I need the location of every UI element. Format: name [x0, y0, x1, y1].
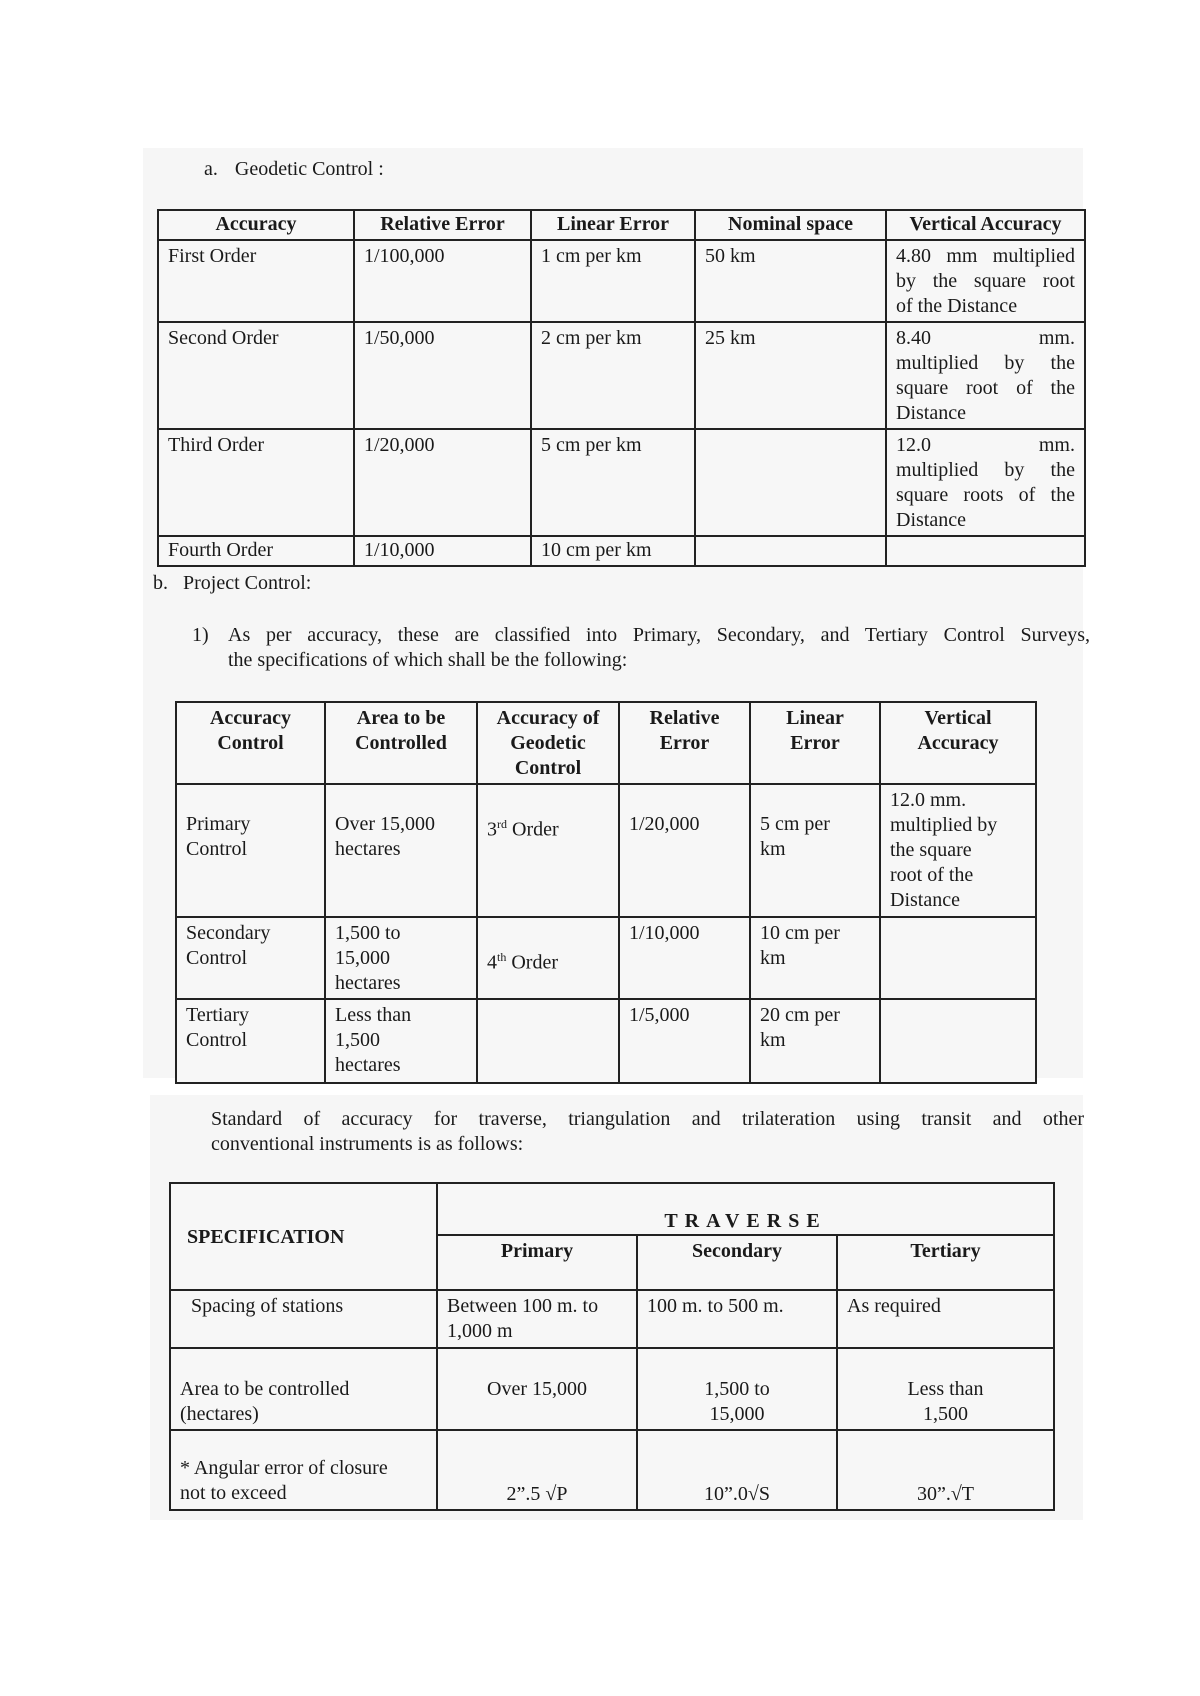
- table-cell: 1 cm per km: [531, 240, 695, 322]
- cell-line: multiplied by: [890, 814, 998, 836]
- project-control-table: [175, 701, 1037, 1084]
- cell-line: 20 cm per: [760, 1004, 840, 1026]
- table-cell: [437, 1348, 637, 1430]
- cell-line: Control: [186, 838, 248, 860]
- section-b-title: Project Control:: [183, 572, 312, 594]
- table-cell: [886, 240, 1085, 322]
- table-row: [176, 917, 1036, 999]
- header-line: Error: [790, 732, 840, 754]
- header-cell: [325, 702, 477, 784]
- cell-line: 10 cm per: [760, 922, 840, 944]
- table-cell: [437, 1290, 637, 1348]
- header-cell: Relative Error: [354, 210, 531, 240]
- table-cell: [837, 1290, 1054, 1348]
- cell-line: Over 15,000: [487, 1378, 587, 1400]
- cell-line: 12.0 mm.: [896, 434, 1075, 456]
- section-a-title: Geodetic Control :: [234, 158, 384, 180]
- table-cell: 1/10,000: [354, 536, 531, 566]
- table-cell: [880, 784, 1036, 917]
- paragraph-line: As per accuracy, these are classified into Primary, Secondary, and Tertiary Control Surveys,: [228, 624, 1090, 646]
- cell-line: hectares: [335, 972, 401, 994]
- cell-line: 100 m. to 500 m.: [647, 1295, 784, 1317]
- cell-line: multiplied by the: [896, 459, 1075, 481]
- table-row: [158, 536, 1085, 566]
- header-cell: [750, 702, 880, 784]
- table-cell: 1/5,000: [619, 999, 750, 1083]
- cell-line: by the square root: [896, 270, 1075, 292]
- cell-line: 2”.5 √P: [506, 1483, 568, 1505]
- ordinal-word: Order: [506, 951, 558, 974]
- header-line: Controlled: [355, 732, 447, 754]
- ordinal-number: 4: [487, 951, 497, 974]
- cell-line: Primary: [186, 813, 251, 835]
- cell-line: 1,500: [335, 1029, 380, 1051]
- table-cell: First Order: [158, 240, 354, 322]
- cell-line: 4.80 mm multiplied: [896, 245, 1075, 267]
- header-line: Error: [659, 732, 710, 754]
- column-header: Secondary: [637, 1235, 837, 1290]
- table-cell: [750, 917, 880, 999]
- table-cell: [170, 1290, 437, 1348]
- table-cell: [695, 536, 886, 566]
- cell-line: 8.40 mm.: [896, 327, 1075, 349]
- header-line: Vertical: [924, 707, 992, 729]
- table-cell: [750, 784, 880, 917]
- cell-line: Secondary: [186, 922, 271, 944]
- table-cell: 50 km: [695, 240, 886, 322]
- header-cell: Nominal space: [695, 210, 886, 240]
- cell-line: square roots of the: [896, 484, 1075, 506]
- cell-line: 30”.√T: [916, 1483, 975, 1505]
- cell-line: 1,500: [923, 1403, 968, 1425]
- cell-line: 12.0 mm.: [890, 789, 967, 811]
- cell-line: km: [760, 1029, 786, 1051]
- cell-line: Spacing of stations: [191, 1295, 344, 1317]
- table-cell: [170, 1430, 437, 1510]
- table-cell: [695, 429, 886, 536]
- cell-line: 1,500 to: [335, 922, 401, 944]
- header-cell: Vertical Accuracy: [886, 210, 1085, 240]
- header-line: Accuracy of: [496, 707, 600, 729]
- cell-line: Control: [186, 947, 248, 969]
- table-cell: [837, 1430, 1054, 1510]
- table-cell: [886, 429, 1085, 536]
- table-cell: [176, 917, 325, 999]
- table-cell: Fourth Order: [158, 536, 354, 566]
- table-cell: [477, 917, 619, 999]
- table-cell: 1/20,000: [619, 784, 750, 917]
- specification-header: SPECIFICATION: [170, 1183, 437, 1290]
- cell-line: km: [760, 838, 786, 860]
- cell-line: Less than: [335, 1004, 412, 1026]
- geodetic-control-table: [157, 209, 1086, 567]
- table-cell: [637, 1290, 837, 1348]
- section-a-label: a.: [204, 158, 218, 180]
- header-line: Control: [217, 732, 284, 754]
- table-cell: 1/10,000: [619, 917, 750, 999]
- table-cell: [176, 999, 325, 1083]
- cell-line: As required: [847, 1295, 941, 1317]
- table-cell: Third Order: [158, 429, 354, 536]
- table-cell: [176, 784, 325, 917]
- header-line: Accuracy: [917, 732, 999, 754]
- ordinal-suffix: rd: [497, 817, 507, 831]
- table-cell: [880, 917, 1036, 999]
- cell-line: 10”.0√S: [704, 1483, 770, 1505]
- cell-line: the square: [890, 839, 972, 861]
- table-row: [176, 999, 1036, 1083]
- table-cell: [325, 784, 477, 917]
- table-cell: [886, 536, 1085, 566]
- column-header: Tertiary: [837, 1235, 1054, 1290]
- cell-line: Over 15,000: [335, 813, 435, 835]
- cell-line: hectares: [335, 1054, 401, 1076]
- table-cell: 10 cm per km: [531, 536, 695, 566]
- header-cell: Linear Error: [531, 210, 695, 240]
- header-cell: [477, 702, 619, 784]
- header-line: Geodetic: [510, 732, 586, 754]
- table-cell: [637, 1348, 837, 1430]
- cell-line: Distance: [890, 889, 960, 911]
- table-cell: [637, 1430, 837, 1510]
- header-line: Control: [514, 757, 582, 779]
- header-cell: [880, 702, 1036, 784]
- header-line: Linear: [786, 707, 844, 729]
- cell-line: multiplied by the: [896, 352, 1075, 374]
- traverse-title: TRAVERSE: [664, 1210, 827, 1232]
- cell-line: Distance: [896, 402, 966, 424]
- table-cell: [886, 322, 1085, 429]
- table-cell: Second Order: [158, 322, 354, 429]
- table-row: [170, 1430, 1054, 1510]
- cell-line: km: [760, 947, 786, 969]
- table-cell: [477, 784, 619, 917]
- cell-line: Tertiary: [186, 1004, 250, 1026]
- section-b-label: b.: [153, 572, 168, 594]
- ordinal-word: Order: [507, 818, 559, 841]
- cell-line: Distance: [896, 509, 966, 531]
- cell-line: Control: [186, 1029, 248, 1051]
- table-cell: 5 cm per km: [531, 429, 695, 536]
- cell-line: Between 100 m. to: [447, 1295, 599, 1317]
- header-cell: [619, 702, 750, 784]
- table-cell: [477, 999, 619, 1083]
- table-cell: [325, 999, 477, 1083]
- cell-line: 15,000: [709, 1403, 765, 1425]
- table-cell: [750, 999, 880, 1083]
- table-header-row: [176, 702, 1036, 784]
- table-cell: 1/20,000: [354, 429, 531, 536]
- cell-line: 5 cm per: [760, 813, 830, 835]
- ordinal-suffix: th: [497, 950, 507, 964]
- cell-line: square root of the: [896, 377, 1075, 399]
- paragraph-line: conventional instruments is as follows:: [211, 1133, 524, 1155]
- table-row: [170, 1290, 1054, 1348]
- table-row: [170, 1348, 1054, 1430]
- cell-line: of the Distance: [896, 295, 1018, 317]
- cell-line: * Angular error of closure: [180, 1457, 388, 1479]
- cell-line: Area to be controlled: [180, 1378, 350, 1400]
- table-header-row: [158, 210, 1085, 240]
- section-b-heading: [153, 571, 311, 596]
- section-a-heading: [204, 157, 384, 182]
- cell-line: (hectares): [180, 1403, 259, 1425]
- standard-paragraph: [211, 1107, 1084, 1157]
- cell-line: 1,000 m: [447, 1320, 513, 1342]
- table-row: [158, 322, 1085, 429]
- traverse-group-header: [437, 1183, 1054, 1235]
- table-cell: [325, 917, 477, 999]
- table-cell: [170, 1348, 437, 1430]
- table-cell: [837, 1348, 1054, 1430]
- cell-line: not to exceed: [180, 1482, 287, 1504]
- header-line: Area to be: [356, 707, 446, 729]
- table-cell: [437, 1430, 637, 1510]
- paragraph-line: the specifications of which shall be the following:: [228, 649, 628, 671]
- paragraph-line: Standard of accuracy for traverse, triangulation and trilateration using transit and other: [211, 1108, 1084, 1130]
- cell-line: 1,500 to: [704, 1378, 770, 1400]
- table-header-row: [170, 1183, 1054, 1235]
- cell-line: 15,000: [335, 947, 390, 969]
- traverse-table: [169, 1182, 1055, 1511]
- item-number: 1): [192, 624, 209, 646]
- header-line: Relative: [649, 707, 720, 729]
- item-paragraph: [228, 623, 1090, 673]
- cell-line: root of the: [890, 864, 974, 886]
- cell-line: hectares: [335, 838, 401, 860]
- table-cell: 2 cm per km: [531, 322, 695, 429]
- table-cell: 1/100,000: [354, 240, 531, 322]
- header-cell: Accuracy: [158, 210, 354, 240]
- ordinal-number: 3: [487, 818, 497, 841]
- table-row: [158, 429, 1085, 536]
- table-row: [176, 784, 1036, 917]
- column-header: Primary: [437, 1235, 637, 1290]
- table-row: [158, 240, 1085, 322]
- header-line: Accuracy: [209, 707, 292, 729]
- table-cell: 1/50,000: [354, 322, 531, 429]
- header-cell: [176, 702, 325, 784]
- table-cell: [880, 999, 1036, 1083]
- cell-line: Less than: [907, 1378, 984, 1400]
- table-cell: 25 km: [695, 322, 886, 429]
